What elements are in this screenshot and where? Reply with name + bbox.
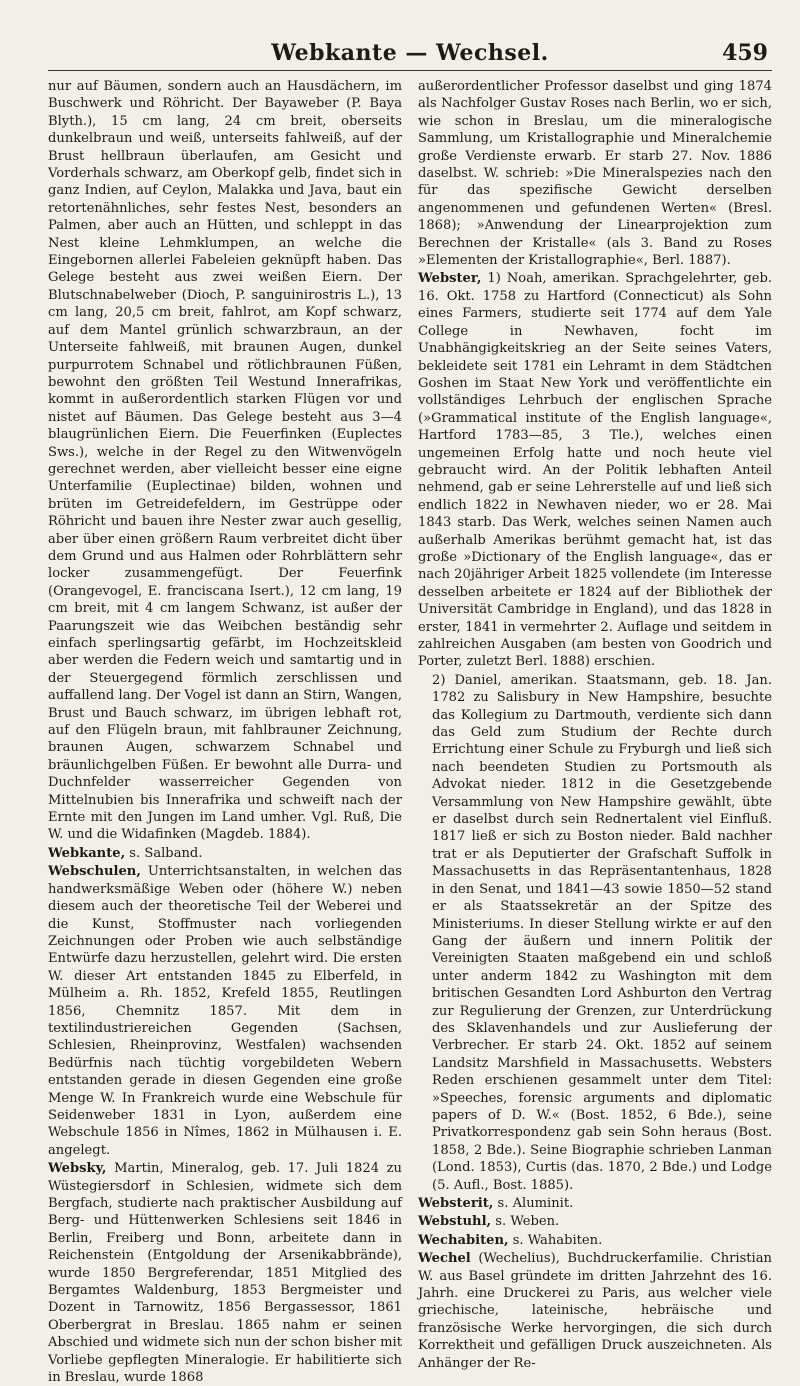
header-rule [48,70,772,71]
running-head: Webkante — Wechsel. [271,40,549,66]
page-header [48,40,772,70]
page-number: 459 [722,40,768,66]
right-column [418,78,772,1386]
entry-body: 1) Noah, amerikan. Sprachgelehrter, geb. 16. Okt. 1758 zu Hartford (Connecticut) als Sohn eines Farmers, studierte seit 1774 auf dem Yale College in Newhaven, focht im Unabhängigkeitskrieg an der Seite seines Vaters, bekleidete seit 1781 ein Lehramt in dem Städtchen Goshen im Staat New York und veröffentlichte ein vollständiges Lehrbuch der englischen Sprache (»Grammatical institute of the English language«, Hartford 1783—85, 3 Tle.), welches einen ungemeinen Erfolg hatte und noch heute viel gebraucht wird. An der Politik lebhaften Anteil nehmend, gab er seine Lehrerstelle auf und ließ sich endlich 1822 in Newhaven nieder, wo er 28. Mai 1843 starb. Das Werk, welches seinen Namen auch außerhalb Amerikas berühmt gemacht hat, ist das große »Dictionary of the English language«, das er nach 20jähriger Arbeit 1825 vollendete (im Interesse desselben arbeitete er 1824 auf der Bibliothek der Universität Cambridge in England), und das 1828 in erster, 1841 in vermehrter 2. Auflage und seitdem in zahlreichen Ausgaben (am besten von Goodrich und Porter, zuletzt Berl. 1888) erschien. [418,271,772,670]
entry-body: s. Weben. [491,1214,560,1230]
dictionary-entry [48,845,402,862]
entry-headword: Webster, [418,271,482,287]
text-columns [48,78,772,1386]
entry-body: Martin, Mineralog, geb. 17. Juli 1824 zu Wüstegiersdorf in Schlesien, widmete sich dem Bergfach, studierte nach praktischer Ausbildung auf Berg- und Hüttenwerken Schlesiens seit 1846 in Berlin, Freiberg und Bonn, arbeitete dann in Reichenstein (Entgoldung der Arsenikabbrände), wurde 1850 Bergreferendar, 1851 Mitglied des Bergamtes Waldenburg, 1853 Bergmeister und Dozent in Tarnowitz, 1856 Bergassessor, 1861 Oberbergrat in Breslau. 1865 nahm er seinen Abschied und widmete sich nun der schon bisher mit Vorliebe gepflegten Mineralogie. Er habilitierte sich in Breslau, wurde 1868 [48,1161,402,1386]
dictionary-entry [418,1250,772,1372]
dictionary-entry [418,270,772,670]
entry-headword: Websterit, [418,1196,494,1211]
left-column [48,78,402,1386]
entry-body: s. Wahabiten. [508,1232,603,1248]
entry-body: außerordentlicher Professor daselbst und ging 1874 als Nachfolger Gustav Roses nach Berlin, wo er sich, wie schon in Breslau, um die mineralogische Sammlung, um Kristallographie und Mineralchemie große Verdienste erwarb. Er starb 27. Nov. 1886 daselbst. W. schrieb: »Die Mineralspezies nach den für das spezifische Gewicht derselben angenommenen und gefundenen Werten« (Bresl. 1868); »Anwendung der Linearprojektion zum Berechnen der Kristalle« (als 3. Band zu Roses »Elementen der Kristallographie«, Berl. 1887). [418,79,772,269]
entry-headword: Webkante, [48,845,126,861]
dictionary-entry [418,1213,772,1230]
dictionary-entry [418,78,772,269]
dictionary-entry [418,1232,772,1249]
entry-headword: Wechel [418,1251,471,1267]
entry-body: Unterrichtsanstalten, in welchen das handwerksmäßige Weben oder (höhere W.) neben diesem auch der theoretische Teil der Weberei und die Kunst, Stoffmuster nach vorliegenden Zeichnungen oder Proben wie auch selbständige Entwürfe dazu herzustellen, gelehrt wird. Die ersten W. dieser Art entstanden 1845 zu Elberfeld, in Mülheim a. Rh. 1852, Krefeld 1855, Reutlingen 1856, Chemnitz 1857. Mit dem in textilindustriereichen Gegenden (Sachsen, Schlesien, Rheinprovinz, Westfalen) wachsenden Bedürfnis nach tüchtig vorgebildeten Webern entstanden gerade in diesen Gegenden eine große Menge W. In Frankreich wurde eine Webschule für Seidenweber 1831 in Lyon, außerdem eine Webschule 1856 in Nîmes, 1862 in Mülhausen i. E. angelegt. [48,864,402,1158]
entry-headword: Webschulen, [48,864,141,880]
dictionary-entry [48,78,402,844]
entry-headword: Websky, [48,1161,107,1177]
entry-body: 2) Daniel, amerikan. Staatsmann, geb. 18. Jan. 1782 zu Salisbury in New Hampshire, besuchte das Kollegium zu Dartmouth, verdiente sich dann das Geld zum Studium der Rechte durch Errichtung einer Schule zu Fryburgh und ließ sich nach beendeten Studien zu Portsmouth als Advokat nieder. 1812 in die Gesetzgebende Versammlung von New Hampshire gewählt, übte er daselbst durch sein Rednertalent viel Einfluß. 1817 ließ er sich zu Boston nieder. Bald nachher trat er als Deputierter der Grafschaft Suffolk in Massachusetts in das Repräsentantenhaus, 1828 in den Senat, und 1841—43 sowie 1850—52 stand er als Staatssekretär an der Spitze des Ministeriums. In dieser Stellung wirkte er auf den Gang der äußern und innern Politik der Vereinigten Staaten maßgebend ein und schloß unter anderm 1842 zu Washington mit dem britischen Gesandten Lord Ashburton den Vertrag zur Regulierung der Grenzen, zur Unterdrückung des Sklavenhandels und zur Auslieferung der Verbrecher. Er starb 24. Okt. 1852 auf seinem Landsitz Marshfield in Massachusetts. Websters Reden erschienen gesammelt unter dem Titel: »Speeches, forensic arguments and diplomatic papers of D. W.« (Bost. 1852, 6 Bde.), seine Privatkorrespondenz gab sein Sohn heraus (Bost. 1858, 2 Bde.). Seine Biographie schrieben Lanman (Lond. 1853), Curtis (das. 1870, 2 Bde.) und Lodge (5. Aufl., Bost. 1885). [432,672,772,1193]
entry-body: nur auf Bäumen, sondern auch an Hausdächern, im Buschwerk und Röhricht. Der Bayaweber (P. Baya Blyth.), 15 cm lang, 24 cm breit, oberseits dunkelbraun und weiß, unterseits fahlweiß, auf der Brust hellbraun überlaufen, am Gesicht und Vorderhals schwarz, am Oberkopf gelb, findet sich in ganz Indien, auf Ceylon, Malakka und Java, baut ein retortenähnliches, sehr festes Nest, besonders an Palmen, aber auch an Hütten, und schleppt in das Nest kleine Lehmklumpen, an welche die Eingebornen allerlei Fabeleien geknüpft haben. Das Gelege besteht aus zwei weißen Eiern. Der Blutschnabelweber (Dioch, P. sanguinirostris L.), 13 cm lang, 20,5 cm breit, fahlrot, am Kopf schwarz, auf dem Mantel grünlich schwarzbraun, an der Unterseite fahlweiß, mit braunen Augen, dunkel purpurrotem Schnabel und rötlichbraunen Füßen, bewohnt den größten Teil Westund Innerafrikas, kommt in außerordentlich starken Flügen vor und nistet auf Bäumen. Das Gelege besteht aus 3—4 blaugrünlichen Eiern. Die Feuerfinken (Euplectes Sws.), welche in der Regel zu den Witwenvögeln gerechnet werden, aber vielleicht besser eine eigne Unterfamilie (Euplectinae) bilden, wohnen und brüten im Getreidefeldern, im Gestrüppe oder Röhricht und bauen ihre Nester zwar auch gesellig, aber über einen größern Raum verbreitet dicht über dem Grund und aus Halmen oder Rohrblättern sehr locker zusammengefügt. Der Feuerfink (Orangevogel, E. franciscana Isert.), 12 cm lang, 19 cm breit, mit 4 cm langem Schwanz, ist außer der Paarungszeit wie das Weibchen beständig sehr einfach sperlingsartig gefärbt, im Hochzeitskleid aber werden die Federn weich und samtartig und in der Steuergegend förmlich zerschlissen und auffallend lang. Der Vogel ist dann an Stirn, Wangen, Brust und Bauch schwarz, im übrigen lebhaft rot, auf den Flügeln braun, mit fahlbrauner Zeichnung, braunen Augen, schwarzem Schnabel und bräunlichgelben Füßen. Er bewohnt alle Durra- und Duchnfelder wasserreicher Gegenden von Mittelnubien bis Innerafrika und schweift nach der Ernte mit den Jungen im Land umher. Vgl. Ruß, Die W. und die Widafinken (Magdeb. 1884). [48,79,402,843]
dictionary-entry [418,672,772,1194]
dictionary-entry [48,863,402,1159]
entry-headword: Webstuhl, [418,1214,492,1230]
entry-body: s. Salband. [125,845,203,861]
dictionary-entry [48,1160,402,1386]
entry-body: s. Aluminit. [493,1196,574,1211]
entry-headword: Wechabiten, [418,1232,509,1248]
entry-body: (Wechelius), Buchdruckerfamilie. Christian W. aus Basel gründete im dritten Jahrzehnt des 16. Jahrh. eine Druckerei zu Paris, aus welcher viele griechische, lateinische, hebräische und französische Werke hervorgingen, die sich durch Korrektheit und gefälligen Druck auszeichneten. Als Anhänger der Re- [418,1251,772,1371]
dictionary-entry [418,1195,772,1212]
